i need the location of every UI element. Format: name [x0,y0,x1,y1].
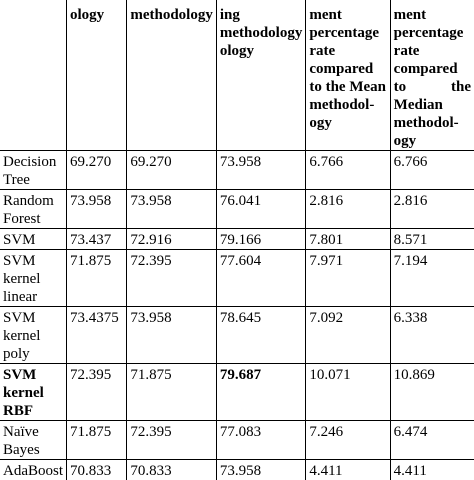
column-header-line: to the [394,78,471,96]
classifier-name-line: kernel [3,270,63,288]
column-header-line: methodol- [394,114,471,132]
column-header-line: ment [309,6,386,24]
table-row [0,307,474,364]
table-cell-v1: 73.437 [67,229,127,250]
column-header-line: ing [220,6,303,24]
column-header-line: methodology [130,6,213,24]
column-header-line: rate [309,42,386,60]
table-cell-v2: 73.958 [127,190,217,229]
table-cell-v5: 2.816 [390,190,474,229]
table-cell-v5: 7.194 [390,250,474,307]
classifier-name [0,190,67,229]
classifier-name [0,364,67,421]
table-row [0,421,474,460]
column-header-line: ment [394,6,471,24]
column-header-line: ogy [309,114,386,132]
table-cell-v3: 78.645 [216,307,306,364]
classifier-name-line: Bayes [3,441,63,459]
table-row [0,250,474,307]
classifier-name-line: linear [3,288,63,306]
table-cell-v2: 70.833 [127,460,217,480]
table-row [0,190,474,229]
classifier-name-line: Random [3,192,63,210]
table-row [0,151,474,190]
table-cell-v1: 71.875 [67,421,127,460]
table-cell-v4: 2.816 [306,190,390,229]
classifier-name-line: SVM [3,252,63,270]
table-header-row [0,0,474,151]
table-cell-v4: 7.092 [306,307,390,364]
column-header-line: methodol- [309,96,386,114]
classifier-name-line: Forest [3,210,63,228]
classifier-name-line: Tree [3,171,63,189]
classifier-name-line: kernel [3,384,63,402]
table-cell-v5: 6.766 [390,151,474,190]
column-header-line: ology [70,6,123,24]
column-header-line: percentage [309,24,386,42]
classifier-name-line: poly [3,345,63,363]
column-header [67,0,127,151]
column-header [0,0,67,151]
classifier-name-line: SVM [3,366,63,384]
column-header-line: percentage [394,24,471,42]
classifier-name-line: SVM [3,309,63,327]
classifier-name [0,460,67,480]
column-header-line: to the Mean [309,78,386,96]
table-cell-v5: 4.411 [390,460,474,480]
table-cell-v2: 69.270 [127,151,217,190]
classifier-name [0,229,67,250]
table-cell-v3: 76.041 [216,190,306,229]
classifier-name [0,421,67,460]
classifier-name [0,250,67,307]
table-cell-v5: 6.474 [390,421,474,460]
table-cell-v4: 10.071 [306,364,390,421]
classifier-name-line: SVM [3,231,63,249]
table-cell-v4: 7.246 [306,421,390,460]
classifier-name [0,307,67,364]
classifier-name-line: kernel [3,327,63,345]
table-cell-v3: 79.687 [216,364,306,421]
table-cell-v5: 8.571 [390,229,474,250]
table-cell-v4: 6.766 [306,151,390,190]
table-cell-v3: 73.958 [216,151,306,190]
table-cell-v4: 4.411 [306,460,390,480]
table-cell-v2: 72.916 [127,229,217,250]
column-header-line: ogy [394,132,471,150]
table-cell-v3: 79.166 [216,229,306,250]
table-row [0,364,474,421]
classifier-name [0,151,67,190]
classifier-name-line: Decision [3,153,63,171]
table-row [0,460,474,480]
table-cell-v4: 7.801 [306,229,390,250]
table-cell-v5: 6.338 [390,307,474,364]
table-cell-v1: 72.395 [67,364,127,421]
table-cell-v3: 77.604 [216,250,306,307]
table-cell-v4: 7.971 [306,250,390,307]
column-header [306,0,390,151]
column-header [390,0,474,151]
classifier-name-line: AdaBoost [3,462,63,480]
table-cell-v3: 77.083 [216,421,306,460]
table-cell-v2: 71.875 [127,364,217,421]
table-cell-v2: 73.958 [127,307,217,364]
table-cell-v1: 73.958 [67,190,127,229]
table-cell-v1: 71.875 [67,250,127,307]
table-cell-v2: 72.395 [127,250,217,307]
table-cell-v2: 72.395 [127,421,217,460]
column-header-line: compared [394,60,471,78]
table-row [0,229,474,250]
column-header [127,0,217,151]
column-header-line: compared [309,60,386,78]
column-header-line: Median [394,96,471,114]
column-header-line: ology [220,42,303,60]
table-cell-v3: 73.958 [216,460,306,480]
table-cell-v1: 73.4375 [67,307,127,364]
classifier-name-line: RBF [3,402,63,420]
column-header [216,0,306,151]
classifier-name-line: Naïve [3,423,63,441]
table-cell-v1: 70.833 [67,460,127,480]
table-cell-v5: 10.869 [390,364,474,421]
table-cell-v1: 69.270 [67,151,127,190]
column-header-line: methodology [220,24,303,42]
column-header-line: rate [394,42,471,60]
